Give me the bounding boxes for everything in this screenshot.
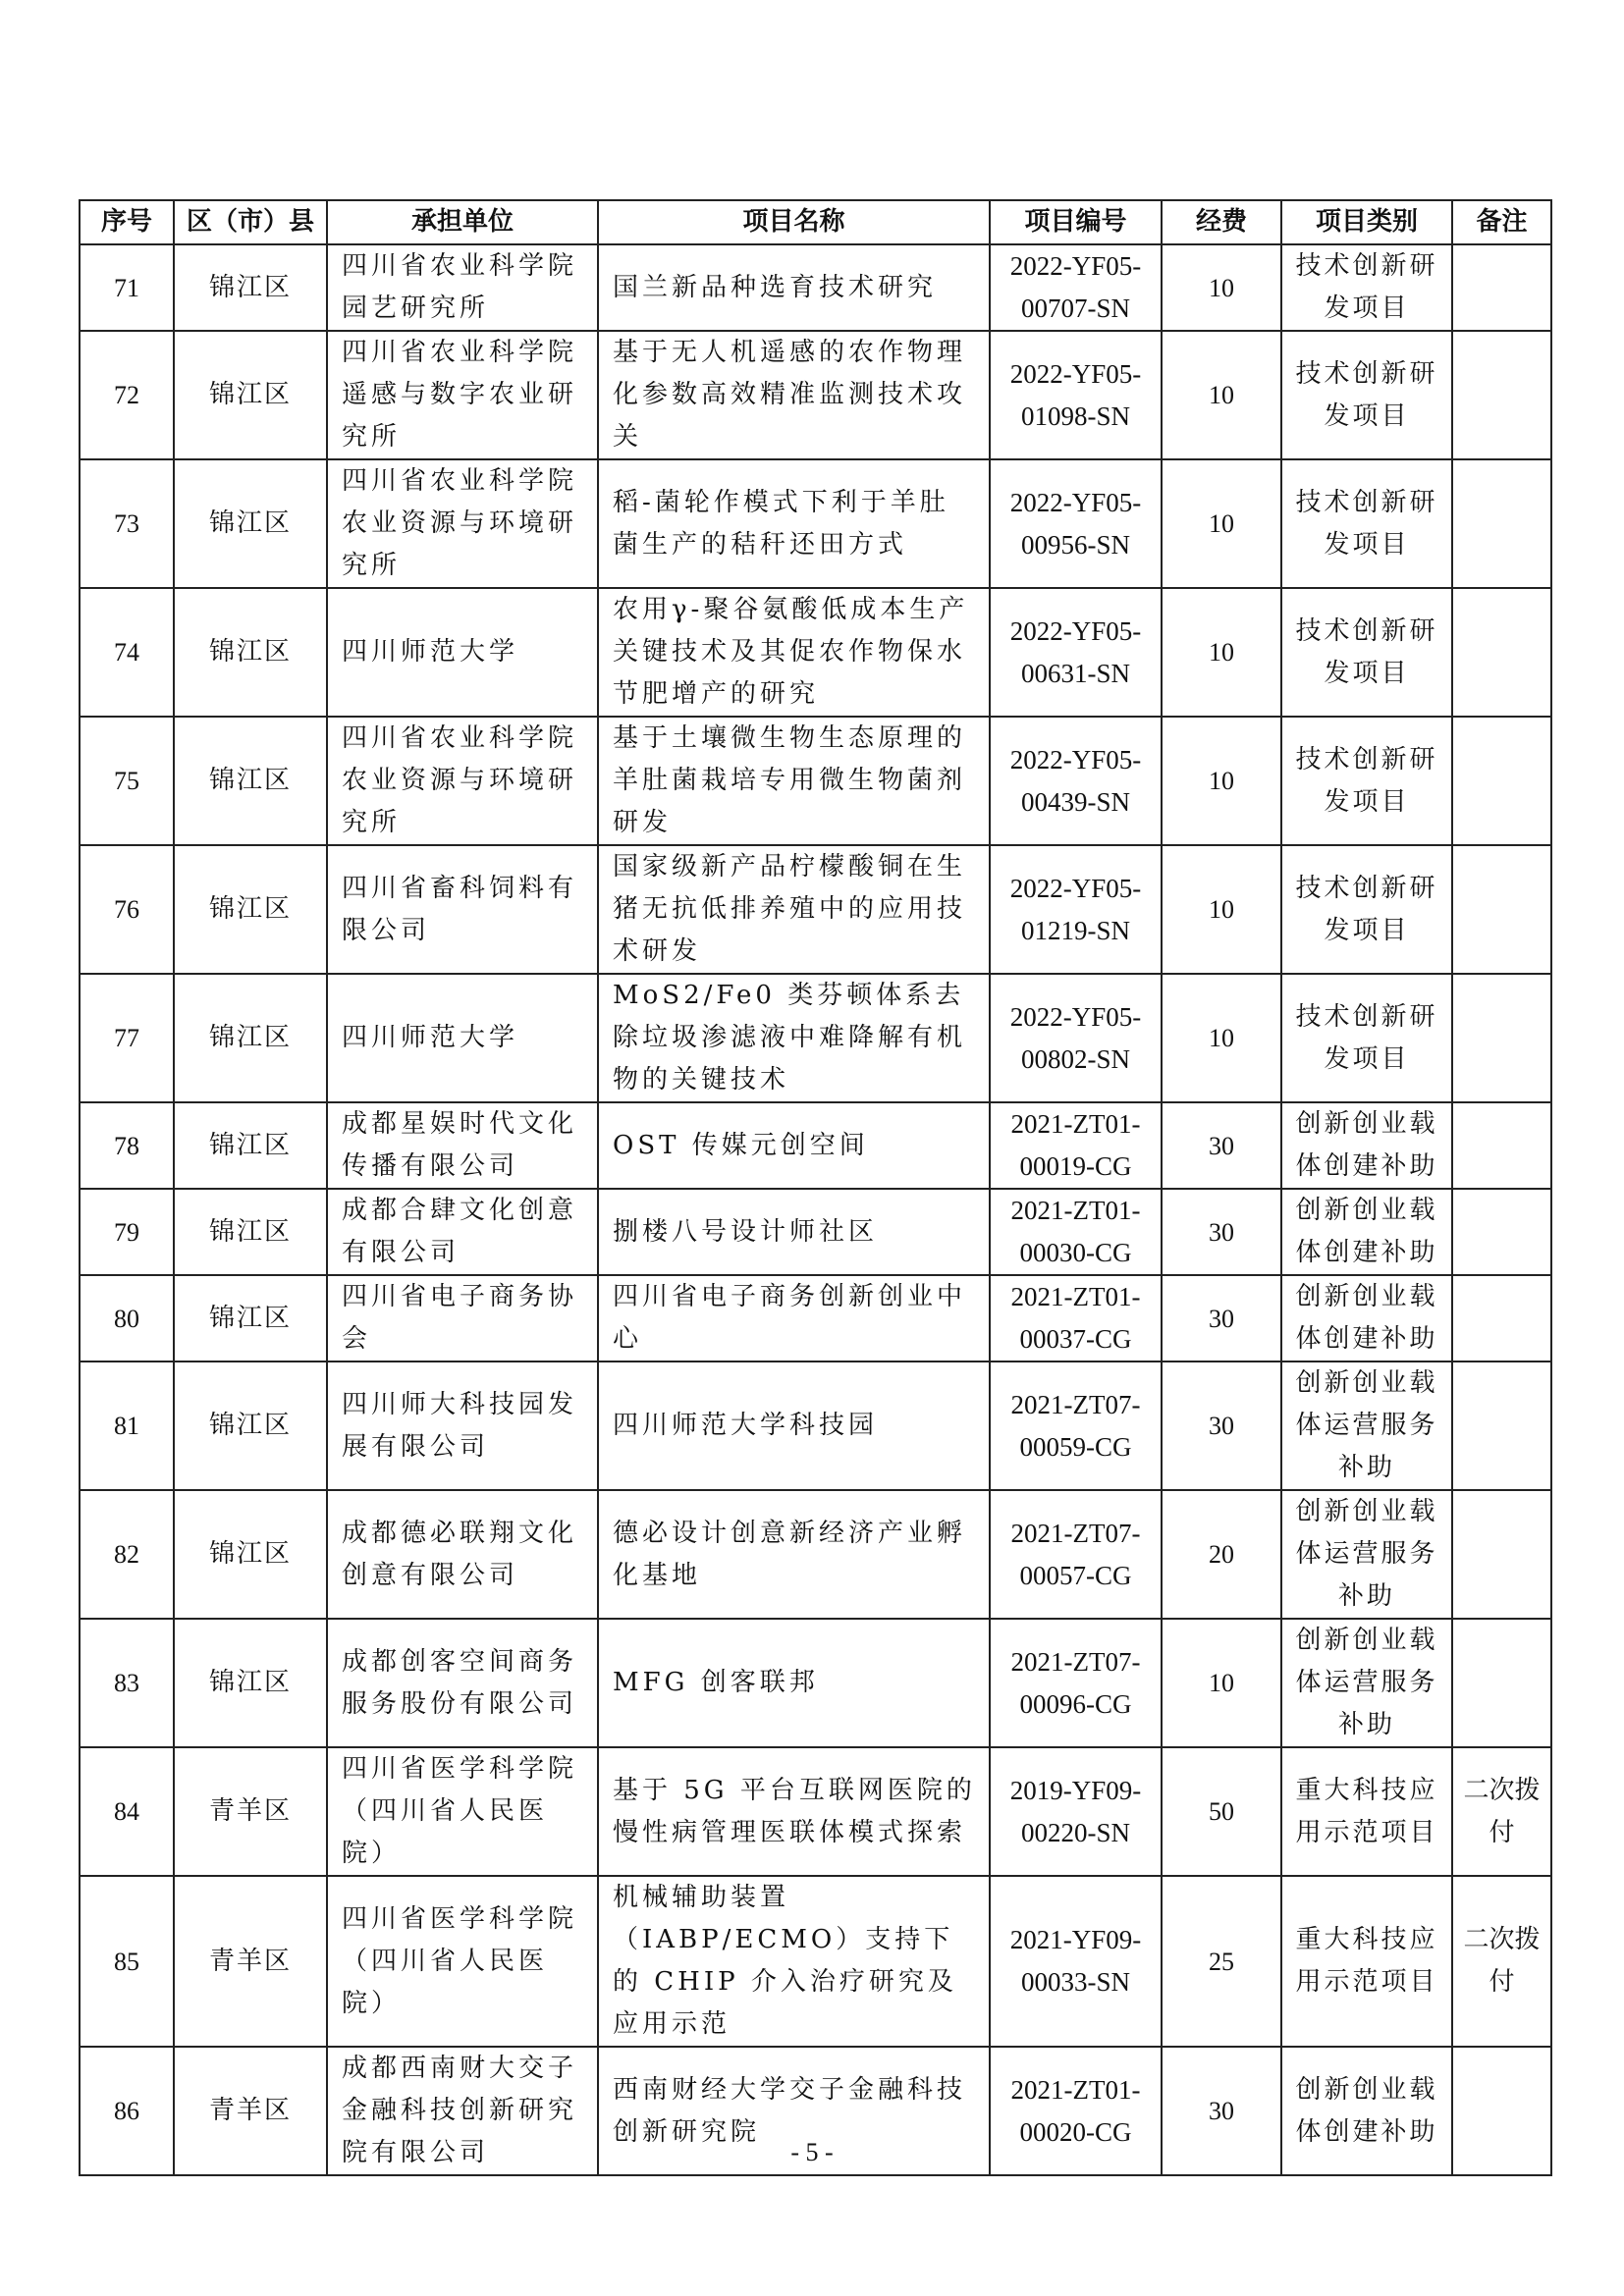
cell-project-code: 2021-ZT07-00057-CG <box>990 1490 1162 1619</box>
table-row <box>80 845 1551 974</box>
cell-funding: 10 <box>1162 717 1281 845</box>
cell-unit: 四川省畜科饲料有限公司 <box>327 845 598 974</box>
cell-category: 创新创业载体运营服务补助 <box>1281 1362 1452 1490</box>
cell-funding: 10 <box>1162 331 1281 459</box>
cell-category: 重大科技应用示范项目 <box>1281 1876 1452 2047</box>
cell-unit: 四川师范大学 <box>327 974 598 1102</box>
cell-project-name: 稻-菌轮作模式下利于羊肚菌生产的秸秆还田方式 <box>598 459 990 588</box>
col-header-category: 项目类别 <box>1281 200 1452 244</box>
table-header-row <box>80 200 1551 244</box>
cell-project-code: 2022-YF05-00956-SN <box>990 459 1162 588</box>
table-row <box>80 974 1551 1102</box>
table-row <box>80 1362 1551 1490</box>
cell-note <box>1452 1362 1551 1490</box>
cell-note <box>1452 1275 1551 1362</box>
cell-project-code: 2021-ZT07-00059-CG <box>990 1362 1162 1490</box>
table-body <box>80 244 1551 2175</box>
cell-project-code: 2021-ZT01-00019-CG <box>990 1102 1162 1189</box>
cell-serial: 86 <box>80 2047 174 2175</box>
cell-funding: 10 <box>1162 588 1281 717</box>
cell-district: 青羊区 <box>174 1876 327 2047</box>
cell-funding: 50 <box>1162 1747 1281 1876</box>
cell-note <box>1452 974 1551 1102</box>
cell-note <box>1452 1102 1551 1189</box>
cell-note <box>1452 588 1551 717</box>
cell-note <box>1452 717 1551 845</box>
col-header-district: 区（市）县 <box>174 200 327 244</box>
cell-funding: 25 <box>1162 1876 1281 2047</box>
cell-project-code: 2021-ZT07-00096-CG <box>990 1619 1162 1747</box>
cell-unit: 四川省农业科学院农业资源与环境研究所 <box>327 459 598 588</box>
cell-district: 锦江区 <box>174 974 327 1102</box>
cell-category: 技术创新研发项目 <box>1281 974 1452 1102</box>
cell-project-name: OST 传媒元创空间 <box>598 1102 990 1189</box>
cell-unit: 成都合肆文化创意有限公司 <box>327 1189 598 1275</box>
cell-project-name: 基于无人机遥感的农作物理化参数高效精准监测技术攻关 <box>598 331 990 459</box>
cell-project-code: 2021-YF09-00033-SN <box>990 1876 1162 2047</box>
cell-unit: 四川省电子商务协会 <box>327 1275 598 1362</box>
cell-unit: 成都创客空间商务服务股份有限公司 <box>327 1619 598 1747</box>
cell-funding: 10 <box>1162 974 1281 1102</box>
col-header-unit: 承担单位 <box>327 200 598 244</box>
cell-district: 锦江区 <box>174 459 327 588</box>
table-row <box>80 244 1551 331</box>
cell-serial: 73 <box>80 459 174 588</box>
cell-category: 技术创新研发项目 <box>1281 845 1452 974</box>
cell-district: 锦江区 <box>174 1275 327 1362</box>
cell-project-code: 2022-YF05-00439-SN <box>990 717 1162 845</box>
table-row <box>80 1189 1551 1275</box>
cell-category: 技术创新研发项目 <box>1281 588 1452 717</box>
cell-unit: 成都德必联翔文化创意有限公司 <box>327 1490 598 1619</box>
cell-project-name: 德必设计创意新经济产业孵化基地 <box>598 1490 990 1619</box>
page-number: - 5 - <box>790 2138 834 2166</box>
cell-category: 技术创新研发项目 <box>1281 459 1452 588</box>
cell-district: 锦江区 <box>174 1102 327 1189</box>
cell-serial: 85 <box>80 1876 174 2047</box>
col-header-project-name: 项目名称 <box>598 200 990 244</box>
cell-note: 二次拨付 <box>1452 1876 1551 2047</box>
cell-project-name: 捌楼八号设计师社区 <box>598 1189 990 1275</box>
cell-funding: 30 <box>1162 2047 1281 2175</box>
cell-project-code: 2022-YF05-00631-SN <box>990 588 1162 717</box>
table-row <box>80 459 1551 588</box>
cell-unit: 成都西南财大交子金融科技创新研究院有限公司 <box>327 2047 598 2175</box>
cell-category: 技术创新研发项目 <box>1281 244 1452 331</box>
cell-category: 创新创业载体创建补助 <box>1281 1189 1452 1275</box>
cell-project-code: 2022-YF05-00707-SN <box>990 244 1162 331</box>
cell-funding: 30 <box>1162 1189 1281 1275</box>
cell-note <box>1452 459 1551 588</box>
cell-project-name: 西南财经大学交子金融科技创新研究院 <box>598 2047 990 2175</box>
cell-project-name: 基于土壤微生物生态原理的羊肚菌栽培专用微生物菌剂研发 <box>598 717 990 845</box>
cell-note <box>1452 244 1551 331</box>
cell-funding: 10 <box>1162 459 1281 588</box>
cell-district: 锦江区 <box>174 1490 327 1619</box>
cell-project-code: 2021-ZT01-00030-CG <box>990 1189 1162 1275</box>
cell-district: 青羊区 <box>174 1747 327 1876</box>
cell-serial: 80 <box>80 1275 174 1362</box>
cell-district: 锦江区 <box>174 244 327 331</box>
table-row <box>80 1876 1551 2047</box>
cell-unit: 成都星娱时代文化传播有限公司 <box>327 1102 598 1189</box>
table-row <box>80 717 1551 845</box>
cell-serial: 72 <box>80 331 174 459</box>
cell-district: 锦江区 <box>174 845 327 974</box>
cell-serial: 82 <box>80 1490 174 1619</box>
cell-funding: 20 <box>1162 1490 1281 1619</box>
cell-unit: 四川省农业科学院农业资源与环境研究所 <box>327 717 598 845</box>
cell-district: 锦江区 <box>174 1619 327 1747</box>
cell-project-name: 机械辅助装置（IABP/ECMO）支持下的 CHIP 介入治疗研究及应用示范 <box>598 1876 990 2047</box>
cell-district: 锦江区 <box>174 331 327 459</box>
col-header-funding: 经费 <box>1162 200 1281 244</box>
cell-project-name: 四川师范大学科技园 <box>598 1362 990 1490</box>
cell-serial: 77 <box>80 974 174 1102</box>
cell-project-name: 国家级新产品柠檬酸铜在生猪无抗低排养殖中的应用技术研发 <box>598 845 990 974</box>
cell-serial: 74 <box>80 588 174 717</box>
cell-category: 创新创业载体创建补助 <box>1281 1275 1452 1362</box>
cell-funding: 10 <box>1162 845 1281 974</box>
table-row <box>80 1102 1551 1189</box>
table-row <box>80 1747 1551 1876</box>
cell-project-code: 2022-YF05-01098-SN <box>990 331 1162 459</box>
cell-unit: 四川师范大学 <box>327 588 598 717</box>
cell-serial: 76 <box>80 845 174 974</box>
cell-serial: 71 <box>80 244 174 331</box>
project-funding-table <box>79 199 1552 2176</box>
cell-project-code: 2021-ZT01-00020-CG <box>990 2047 1162 2175</box>
cell-project-code: 2022-YF05-00802-SN <box>990 974 1162 1102</box>
cell-funding: 30 <box>1162 1275 1281 1362</box>
cell-category: 创新创业载体运营服务补助 <box>1281 1490 1452 1619</box>
cell-project-code: 2021-ZT01-00037-CG <box>990 1275 1162 1362</box>
cell-project-code: 2019-YF09-00220-SN <box>990 1747 1162 1876</box>
cell-category: 技术创新研发项目 <box>1281 331 1452 459</box>
cell-note <box>1452 331 1551 459</box>
table-row <box>80 331 1551 459</box>
col-header-note: 备注 <box>1452 200 1551 244</box>
cell-unit: 四川师大科技园发展有限公司 <box>327 1362 598 1490</box>
cell-funding: 10 <box>1162 1619 1281 1747</box>
cell-district: 青羊区 <box>174 2047 327 2175</box>
table-row <box>80 1619 1551 1747</box>
cell-category: 创新创业载体创建补助 <box>1281 1102 1452 1189</box>
cell-serial: 81 <box>80 1362 174 1490</box>
cell-unit: 四川省农业科学院园艺研究所 <box>327 244 598 331</box>
cell-unit: 四川省医学科学院（四川省人民医院） <box>327 1747 598 1876</box>
cell-project-name: 国兰新品种选育技术研究 <box>598 244 990 331</box>
table-row <box>80 588 1551 717</box>
cell-serial: 78 <box>80 1102 174 1189</box>
cell-note <box>1452 1619 1551 1747</box>
cell-project-name: MoS2/Fe0 类芬顿体系去除垃圾渗滤液中难降解有机物的关键技术 <box>598 974 990 1102</box>
cell-category: 创新创业载体创建补助 <box>1281 2047 1452 2175</box>
cell-district: 锦江区 <box>174 1189 327 1275</box>
cell-unit: 四川省农业科学院遥感与数字农业研究所 <box>327 331 598 459</box>
cell-funding: 10 <box>1162 244 1281 331</box>
cell-note <box>1452 1189 1551 1275</box>
cell-funding: 30 <box>1162 1102 1281 1189</box>
cell-project-name: 基于 5G 平台互联网医院的慢性病管理医联体模式探索 <box>598 1747 990 1876</box>
cell-unit: 四川省医学科学院（四川省人民医院） <box>327 1876 598 2047</box>
cell-note <box>1452 845 1551 974</box>
table-row <box>80 1275 1551 1362</box>
cell-category: 创新创业载体运营服务补助 <box>1281 1619 1452 1747</box>
cell-funding: 30 <box>1162 1362 1281 1490</box>
col-header-project-code: 项目编号 <box>990 200 1162 244</box>
cell-category: 技术创新研发项目 <box>1281 717 1452 845</box>
cell-serial: 83 <box>80 1619 174 1747</box>
cell-district: 锦江区 <box>174 717 327 845</box>
table-row <box>80 1490 1551 1619</box>
cell-district: 锦江区 <box>174 1362 327 1490</box>
cell-project-name: MFG 创客联邦 <box>598 1619 990 1747</box>
cell-project-code: 2022-YF05-01219-SN <box>990 845 1162 974</box>
col-header-serial: 序号 <box>80 200 174 244</box>
cell-project-name: 四川省电子商务创新创业中心 <box>598 1275 990 1362</box>
cell-category: 重大科技应用示范项目 <box>1281 1747 1452 1876</box>
cell-district: 锦江区 <box>174 588 327 717</box>
cell-serial: 79 <box>80 1189 174 1275</box>
cell-serial: 84 <box>80 1747 174 1876</box>
cell-project-name: 农用γ-聚谷氨酸低成本生产关键技术及其促农作物保水节肥增产的研究 <box>598 588 990 717</box>
cell-note: 二次拨付 <box>1452 1747 1551 1876</box>
cell-serial: 75 <box>80 717 174 845</box>
cell-note <box>1452 1490 1551 1619</box>
